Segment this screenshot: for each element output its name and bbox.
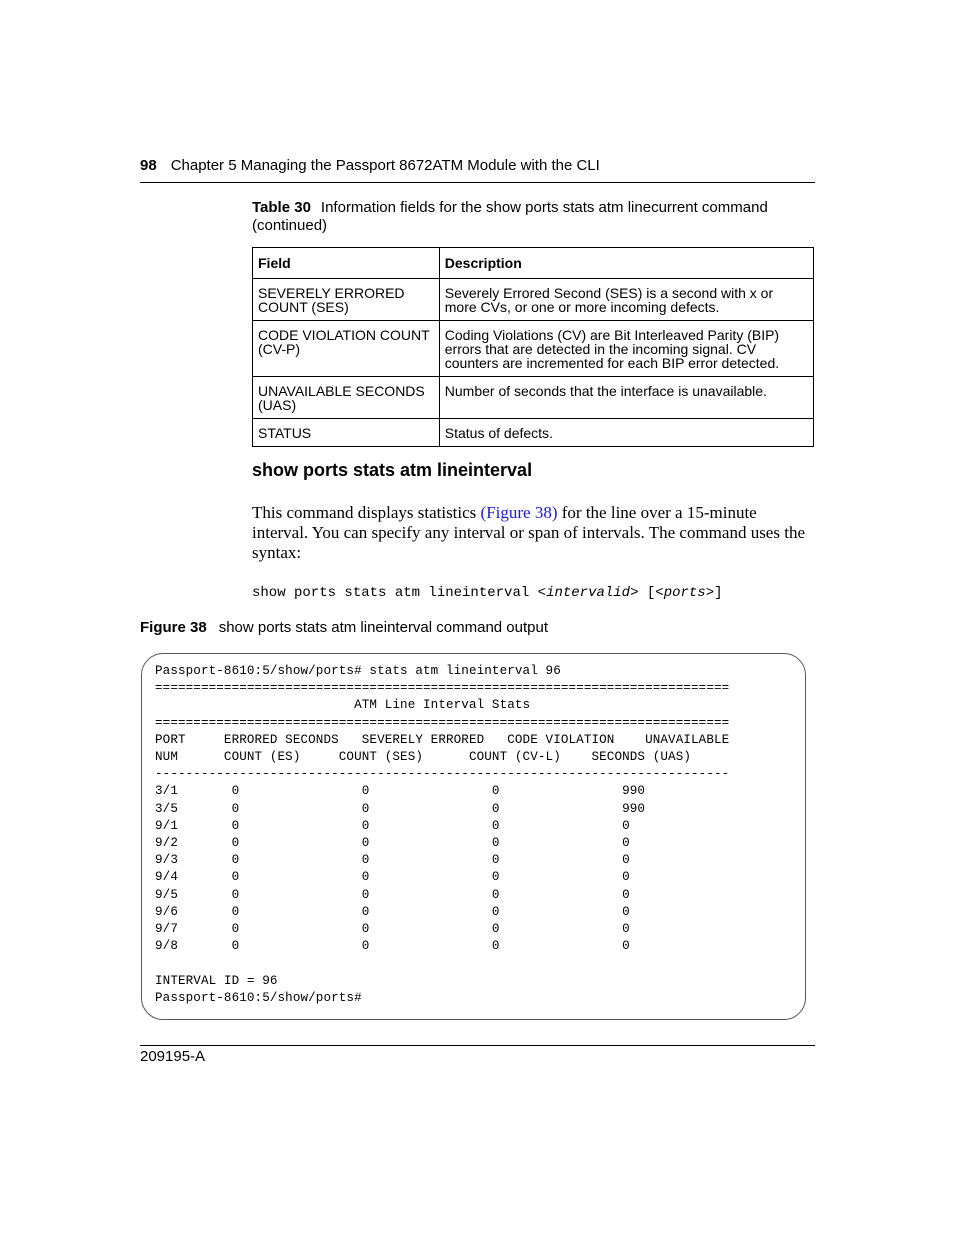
description-cell: Coding Violations (CV) are Bit Interleaved Parity (BIP) errors that are detected in the incoming signal. CV counters are incremented for each BIP error detected. xyxy=(439,321,813,377)
section-heading: show ports stats atm lineinterval xyxy=(252,460,533,480)
syntax-arg-ports: ports xyxy=(663,585,706,601)
info-fields-table xyxy=(252,247,814,447)
page-number: 98 xyxy=(140,157,157,174)
header-rule xyxy=(140,182,815,183)
cli-separator: =========================================================================== xyxy=(155,715,730,730)
section-paragraph xyxy=(252,503,817,563)
table-caption-text: Information fields for the show ports stats atm linecurrent command (continued) xyxy=(252,199,768,234)
description-cell: Number of seconds that the interface is unavailable. xyxy=(439,377,813,419)
doc-number: 209195-A xyxy=(140,1048,206,1065)
table-caption-label: Table 30 xyxy=(252,199,311,216)
cli-data-row: 9/3 0 0 0 0 xyxy=(155,853,630,868)
cli-data-row: 9/1 0 0 0 0 xyxy=(155,818,630,833)
syntax-prefix: show ports stats atm lineinterval < xyxy=(252,585,547,601)
table-row xyxy=(253,321,814,377)
footer-rule xyxy=(140,1045,815,1046)
cli-data-row: 9/5 0 0 0 0 xyxy=(155,887,630,902)
field-cell: UNAVAILABLE SECONDS (UAS) xyxy=(253,377,440,419)
table-header-row xyxy=(253,248,814,279)
cli-separator: =========================================================================== xyxy=(155,681,730,696)
cli-data-row: 3/5 0 0 0 990 xyxy=(155,801,646,816)
column-header-field: Field xyxy=(253,248,440,279)
cli-command-line: Passport-8610:5/show/ports# stats atm lineinterval 96 xyxy=(155,664,561,678)
description-cell: Severely Errored Second (SES) is a second with x or more CVs, or one or more incoming defects. xyxy=(439,279,813,321)
table-row xyxy=(253,279,814,321)
cli-data-row: 9/7 0 0 0 0 xyxy=(155,922,630,937)
table-row xyxy=(253,419,814,447)
description-cell: Status of defects. xyxy=(439,419,813,447)
page-header xyxy=(140,156,815,176)
cli-data-row: 3/1 0 0 0 990 xyxy=(155,784,646,799)
cli-data-row: 9/8 0 0 0 0 xyxy=(155,939,630,954)
syntax-suffix: >] xyxy=(705,585,723,601)
cli-header-line: PORT ERRORED SECONDS SEVERELY ERRORED CODE VIOLATION UNAVAILABLE xyxy=(155,732,730,747)
field-cell: CODE VIOLATION COUNT (CV-P) xyxy=(253,321,440,377)
chapter-title: Chapter 5 Managing the Passport 8672ATM Module with the CLI xyxy=(170,157,600,174)
command-syntax xyxy=(252,584,723,602)
syntax-middle: > [< xyxy=(630,585,664,601)
field-cell: SEVERELY ERRORED COUNT (SES) xyxy=(253,279,440,321)
table-caption xyxy=(252,199,772,235)
cli-data-row: 9/4 0 0 0 0 xyxy=(155,870,630,885)
cli-data-row: 9/2 0 0 0 0 xyxy=(155,836,630,851)
cli-header-line: NUM COUNT (ES) COUNT (SES) COUNT (CV-L) SECONDS (UAS) xyxy=(155,750,692,765)
para-text-start: This command displays statistics xyxy=(252,503,481,522)
figure-caption xyxy=(140,619,815,637)
para-text-end: for the line over a 15-minute interval. You can specify any interval or span of intervals. The command uses the syntax: xyxy=(252,503,805,562)
column-header-description: Description xyxy=(439,248,813,279)
cli-output xyxy=(155,663,729,1007)
cli-data-row: 9/6 0 0 0 0 xyxy=(155,904,630,919)
cli-banner: ATM Line Interval Stats xyxy=(155,698,531,713)
cli-interval-line: INTERVAL ID = 96 xyxy=(155,973,278,988)
cli-final-prompt: Passport-8610:5/show/ports# xyxy=(155,990,362,1005)
figure-caption-label: Figure 38 xyxy=(140,619,207,636)
field-cell: STATUS xyxy=(253,419,440,447)
figure-caption-title: show ports stats atm lineinterval command output xyxy=(218,619,549,636)
cli-dash-line: --------------------------------------------------------------------------- xyxy=(155,767,730,782)
syntax-arg-intervalid: intervalid xyxy=(546,585,631,601)
table-row xyxy=(253,377,814,419)
figure-38-link[interactable]: (Figure 38) xyxy=(480,503,558,522)
